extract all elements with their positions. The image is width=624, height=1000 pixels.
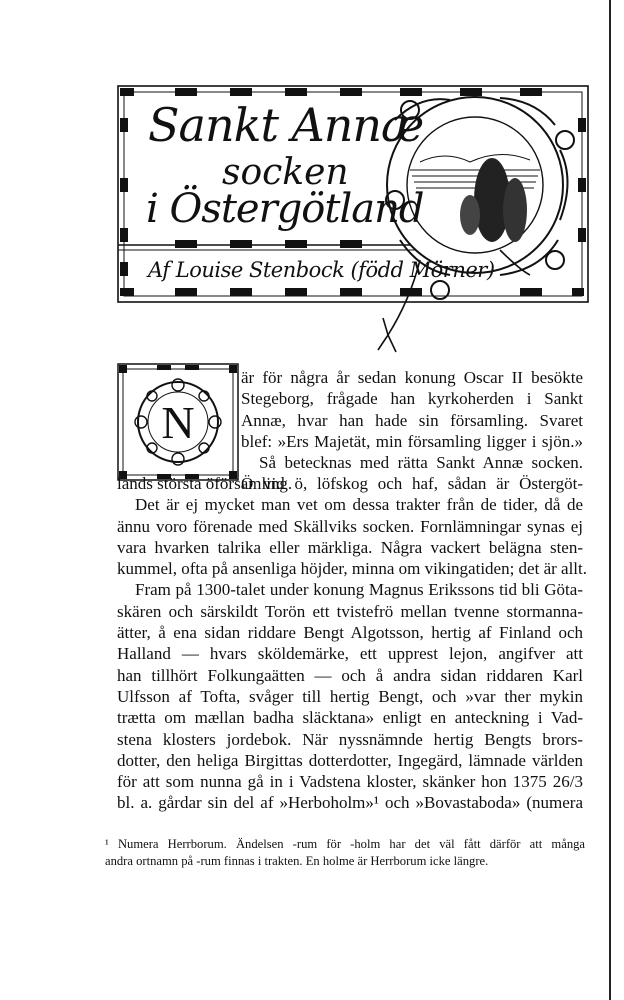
title-line-3: i Östergötland: [146, 186, 424, 232]
body-line: stena klosters jordebok. När nyssnämnde hertig Bengts brors-: [117, 729, 583, 749]
body-line: Det är ej mycket man vet om dessa trakter från de tider, då de: [135, 495, 583, 515]
body-line: blef: »Ers Majetät, min församling ligger i sjön.»: [241, 431, 583, 451]
author-line: Af Louise Stenbock (född Mörner): [148, 258, 495, 282]
footnote-line: ¹ Numera Herrborum. Ändelsen -rum för -holm har det väl fått därför att många: [105, 837, 585, 851]
footnote: [105, 836, 585, 870]
body-line: Halland — hvars sköldemärke, ett upprest lejon, angifver att: [117, 644, 583, 664]
footnote-line: andra ortnamn på -rum finnas i trakten. En holme är Herrborum icke längre.: [105, 854, 489, 868]
body-line: trætta om mællan badha släcktana» enligt en anteckning i Vad-: [117, 708, 583, 728]
title-line-1: Sankt Annæ: [148, 98, 424, 152]
body-line: Så betecknas med rätta Sankt Annæ socken.: [259, 453, 583, 473]
body-line: är för några år sedan konung Oscar II besökte: [241, 368, 583, 387]
body-line: lands största öförsamling.: [117, 474, 293, 493]
dropcap-letter: N: [161, 397, 195, 448]
body-line: bl. a. gårdar sin del af »Herboholm»¹ och »Bovastaboda» (numera: [117, 793, 583, 813]
body-line: Stegeborg, frågade han kyrkoherden i Sankt: [241, 389, 583, 409]
body-line: Annæ, hvar han hade sin församling. Svaret: [241, 410, 583, 430]
body-line: dotter, den heliga Birgittas dotterdotter, Ingegärd, lämnade världen: [117, 750, 583, 770]
body-line: Fram på 1300-talet under konung Magnus Erikssons tid bli Göta-: [135, 580, 583, 600]
body-line: ännu voro förenade med Skällviks socken. Fornlämningar synas ej: [117, 516, 583, 536]
body-line: skären och särskildt Torön ett tvistefrö mellan tvenne stormanna-: [117, 601, 583, 621]
body-line: Ö vid ö, löfskog och haf, sådan är Östergöt-: [241, 474, 583, 494]
body-line: kummel, ofta på ansenliga höjder, minna om vikingatiden; det är allt.: [117, 559, 587, 579]
body-line: vara hvarken talrika eller märkliga. Några vackert belägna sten-: [117, 537, 583, 557]
body-line: för att som nunna gå in i Vadstena kloster, skänker hon 1375 26/3: [117, 772, 583, 792]
body-line: ätter, å ena sidan riddare Bengt Algotsson, hertig af Finland och: [117, 623, 583, 643]
body-line: han tillhört Folkungaätten — och å andra sidan riddaren Karl: [117, 665, 583, 685]
title-line-2: socken: [222, 152, 349, 193]
dropcap-frame: [117, 363, 239, 481]
body-text: [117, 473, 587, 814]
body-line: Ulfsson af Tofta, svåger till hertig Bengt, och »var ther mykin: [117, 686, 583, 706]
